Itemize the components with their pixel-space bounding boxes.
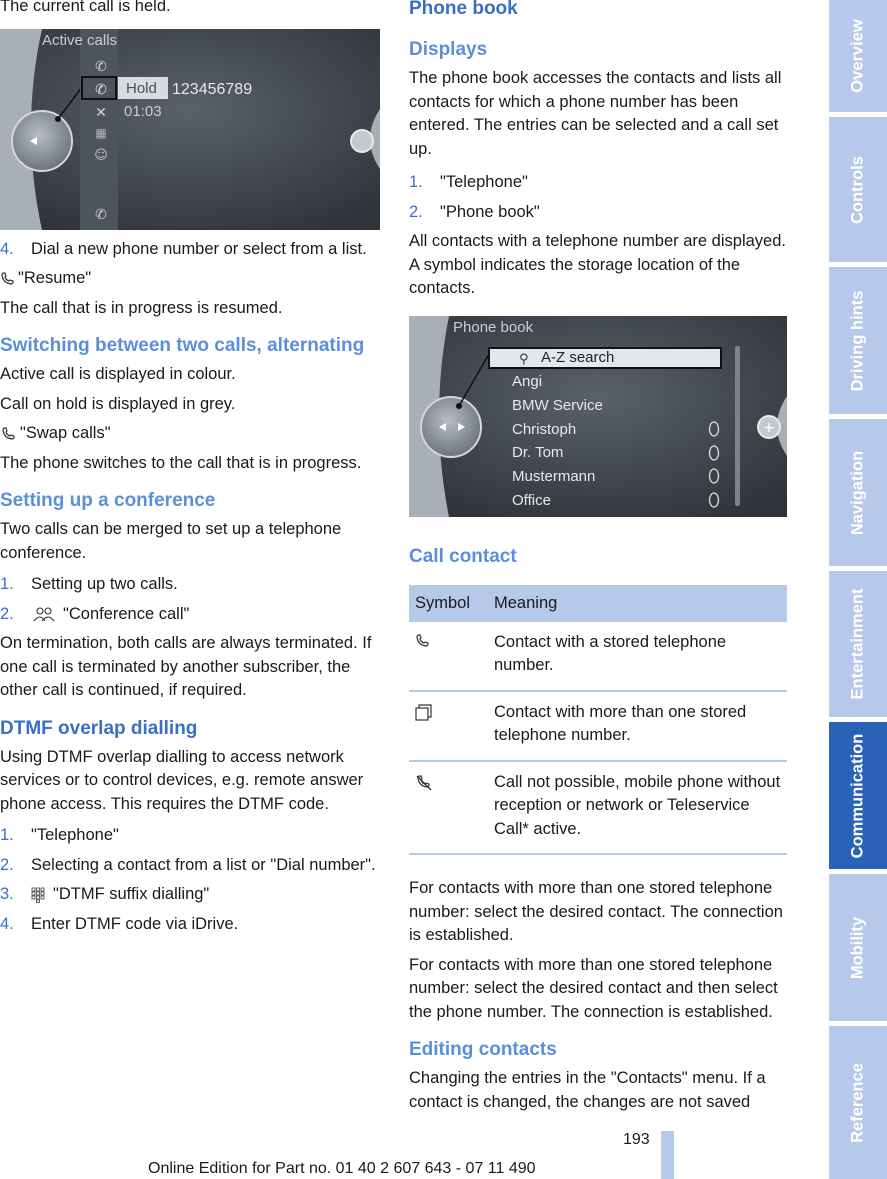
contact-item: Angi [512,372,543,390]
table-row [409,691,787,761]
symbol-table [409,585,787,856]
multi-number-icon [415,704,433,722]
list-item: 1. "Telephone" [0,826,119,844]
list-item: 2. Selecting a contact from a list or "Dial number". [0,855,376,874]
table-cell: Contact with more than one stored telephone number. [488,691,787,761]
page-number: 193 [623,1131,650,1148]
after-table-text-1: For contacts with more than one stored telephone number: select the desired contact. The connection is established. [409,879,783,944]
resume-text: The call that is in progress is resumed. [0,298,283,317]
footer-text: Online Edition for Part no. 01 40 2 607 643 - 07 11 490 [148,1160,536,1177]
sidebar-tab-driving-hints[interactable]: Driving hints [829,267,887,414]
active-calls-screenshot [0,29,380,230]
active-calls-screen-graphic [0,29,380,230]
conference-text-2: On termination, both calls are always terminated. If one call is terminated by another subscriber, the other call is continued, if required. [0,634,372,699]
phone-book-screenshot [409,316,787,517]
left-column [0,0,380,936]
resume-line: "Resume" [0,267,380,291]
svg-text:☺: ☺ [94,147,108,163]
switch-heading: Switching between two calls, alternating [0,335,365,356]
displays-heading: Displays [409,39,488,60]
swap-line: "Swap calls" [0,422,380,446]
screen-title: Active calls [42,31,118,49]
page-number-bar [661,1131,674,1179]
list-item: 4. Enter DTMF code via iDrive. [0,914,239,933]
dtmf-heading: DTMF overlap dialling [0,717,198,739]
list-item: 1. "Telephone" [409,173,528,191]
list-item: 4. Dial a new phone number or select from a list. [0,239,367,258]
col-symbol: Symbol [409,585,488,622]
svg-text:✕: ✕ [95,104,107,121]
sidebar-tab-navigation[interactable]: Navigation [829,419,887,566]
swap-calls-icon [0,427,16,441]
sidebar-tab-reference[interactable]: Reference [829,1026,887,1179]
az-search-label: A-Z search [541,348,615,366]
contact-item: Christoph [512,420,577,438]
table-header [409,585,787,622]
table-cell: Call not possible, mobile phone without reception or network or Teleservice Call* active. [488,761,787,855]
contact-item: Dr. Tom [512,443,564,461]
contact-item: BMW Service [512,396,603,414]
svg-text:✆: ✆ [95,58,107,75]
displays-text-2: All contacts with a telephone number are displayed. A symbol indicates the storage location of the contacts. [409,232,786,297]
sidebar-tab-communication[interactable]: Communication [829,722,887,869]
sidebar-tab-entertainment[interactable]: Entertainment [829,571,887,717]
after-table-text-2: For contacts with more than one stored telephone number: select the desired contact and then select the phone number. The connection is established. [409,955,778,1021]
phone-book-heading: Phone book [409,0,518,19]
col-meaning: Meaning [488,585,787,622]
switch-text-2: Call on hold is displayed in grey. [0,394,236,413]
conference-icon [33,606,55,622]
list-item: 2. "Conference call" [0,604,190,623]
editing-contacts-text: Changing the entries in the "Contacts" menu. If a contact is changed, the changes are not saved [409,1069,766,1111]
switch-text-1: Active call is displayed in colour. [0,365,236,383]
screen-title: Phone book [453,318,534,336]
keypad-icon [31,887,45,903]
sidebar-tab-overview[interactable]: Overview [829,0,887,112]
svg-text:✆: ✆ [95,206,107,223]
call-unavailable-icon [415,774,433,792]
displays-text-1: The phone book accesses the contacts and lists all contacts for which a phone number has been entered. The entries can be selected and a call set up. [409,69,782,158]
phone-icon [0,272,14,286]
list-item: 1. Setting up two calls. [0,575,178,593]
dtmf-text: Using DTMF overlap dialling to access network services or to control devices, e.g. remote answer phone access. This requires the DTMF code. [0,747,364,813]
call-time: 01:03 [124,102,162,120]
right-column [409,0,787,1114]
contact-item: Mustermann [512,467,596,485]
swap-text: The phone switches to the call that is in progress. [0,453,362,472]
editing-contacts-heading: Editing contacts [409,1039,557,1060]
phone-icon [415,634,431,650]
svg-text:+: + [763,419,775,436]
list-item: 3. "DTMF suffix dialling" [0,885,210,903]
list-item: 2. "Phone book" [409,202,540,221]
call-contact-heading: Call contact [409,545,517,567]
contact-item: Office [512,491,551,509]
conference-text-1: Two calls can be merged to set up a telephone conference. [0,520,342,562]
phone-book-screen-graphic [409,316,787,517]
table-row [409,761,787,855]
svg-text:✆: ✆ [95,81,107,98]
svg-text:▦: ▦ [95,125,107,140]
call-number: 123456789 [172,80,253,98]
sidebar-tab-controls[interactable]: Controls [829,117,887,262]
table-cell: Contact with a stored telephone number. [488,622,787,691]
conference-heading: Setting up a conference [0,490,216,511]
hold-label: Hold [126,79,157,97]
table-row [409,622,787,691]
svg-text:⚲: ⚲ [519,351,529,367]
intro-text: The current call is held. [0,0,171,15]
sidebar-tab-mobility[interactable]: Mobility [829,874,887,1021]
